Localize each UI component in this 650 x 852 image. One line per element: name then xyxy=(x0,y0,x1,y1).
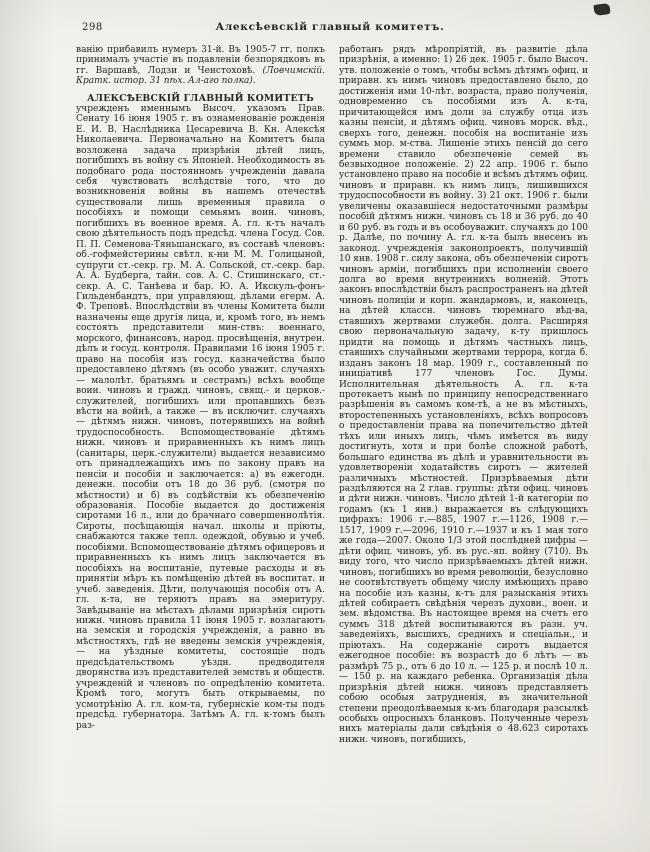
running-title: Алексѣевскій главный комитетъ. xyxy=(215,21,445,33)
text-columns xyxy=(76,45,588,847)
article-heading: АЛЕКСѢЕВСКІЙ ГЛАВНЫЙ КОМИТЕТЪ xyxy=(87,92,314,104)
binding-shadow xyxy=(0,0,55,852)
article-body-left: учрежденъ именнымъ Высоч. указомъ Прав. Сенату 16 іюня 1905 г. въ ознаменованіе рожденія Е. И. В. Наслѣдника Цесаревича В. Кн. Алексѣя Николаевича. Первоначально на Комитетъ была возложена задача призрѣнія дѣтей лицъ, погибшихъ въ войну съ Японіей. Необходимость въ подобнаго рода постоянномъ учрежденіи давала себя чувствовать вслѣдствіе того, что до возникновенія войны въ нашемъ отечествѣ существовали лишь временныя правила о пособіяхъ и помощи семьямъ воин. чиновъ, погибшихъ въ военное время. А. гл. к-тъ началъ свою дѣятельность подъ предсѣд. члена Госуд. Сов. П. П. Семенова-Тяньшанскаго, въ составѣ членовъ: об.-гофмейстерины свѣтл. к-ни М. М. Голицыной, супруги ст.-секр. гр. М. А. Сольской, ст.-секр. бар. А. А. Будберга, тайн. сов. А. С. Стишинскаго, ст.-секр. А. С. Танѣева и бар. Ю. А. Икскуль-фонъ-Гильденбандтъ, при управляющ. дѣлами егерм. А. Ф. Треповѣ. Впослѣдствіи въ члены Комитета были назначены еще другія лица, и, кромѣ того, въ немъ состоятъ представители мин-ствъ: военнаго, морского, финансовъ, народ. просвѣщенія, внутрен. дѣлъ и госуд. контроля. Правилами 16 іюня 1905 г. право на пособія изъ госуд. казначейства было предоставлено дѣтямъ (въ особо уважит. случаяхъ — малолѣт. братьямъ и сестрамъ) всѣхъ вообще воин. чиновъ и гражд. чиновъ, свящ.- и церков.-служителей, погибшихъ или пропавшихъ безъ вѣсти на войнѣ, а также — въ исключит. случаяхъ — дѣтямъ нижн. чиновъ, потерявшихъ на войнѣ трудоспособность. Вспомоществованіе дѣтямъ нижн. чиновъ и приравненныхъ къ нимъ лицъ (санитары, церк.-служители) выдается независимо отъ принадлежащихъ имъ по закону правъ на пенсіи и пособія и заключается: а) въ ежегодн. денежн. пособіи отъ 18 до 36 руб. (смотря по мѣстности) и б) въ содѣйствіи къ обезпеченію образованія. Пособіе выдается до достиженія сиротами 16 л., или до брачнаго совершеннолѣтія. Сироты, посѣщающія начал. школы и пріюты, снабжаются также тепл. одеждой, обувью и учеб. пособіями. Вспомоществованіе дѣтямъ офицеровъ и приравненныхъ къ нимъ лицъ заключается въ пособіяхъ на воспитаніе, путевые расходы и въ принятіи мѣръ къ помѣщенію дѣтей въ воспитат. и учеб. заведенія. Дѣти, получающія пособія отъ А. гл. к-та, не теряютъ правъ на эмеритуру. Завѣдываніе на мѣстахъ дѣлами призрѣнія сиротъ нижн. чиновъ правила 11 іюня 1905 г. возлагаютъ на земскія и городскія учрежденія, а равно въ мѣстностяхъ, гдѣ не введены земскія учрежденія, — на уѣздные комитеты, состоящіе подъ предсѣдательствомъ уѣздн. предводителя дворянства изъ представителей земствъ и обществ. учрежденій и членовъ по опредѣленію комитета. Кромѣ того, могутъ быть открываемы, по усмотрѣнію А. гл. ком-та, губернскіе ком-ты подъ предсѣд. губернатора. Затѣмъ А. гл. к-томъ былъ раз- xyxy=(76,103,325,731)
source-citation: (Ловчимскій. Кратк. истор. 31 пѣх. Ал-аго полка). xyxy=(76,65,325,87)
page-number: 298 xyxy=(82,22,103,33)
continuation-text: ванію прибавилъ нумеръ 31-й. Въ 1905-7 гг. полкъ принималъ участіе въ подавленіи безпорядковъ въ гг. Варшавѣ, Лодзи и Ченстоховѣ. xyxy=(76,45,325,76)
continuation-paragraph xyxy=(76,45,325,87)
article-body-right: работанъ рядъ мѣропріятій, въ развитіе дѣла призрѣнія, а именно: 1) 26 дек. 1905 г. было Высоч. утв. положеніе о томъ, чтобы всѣмъ дѣтямъ офиц. и приравн. къ нимъ чиновъ предоставлено было, до достиженія ими 10-лѣт. возраста, право полученія, одновременно съ пособіями изъ А. к-та, причитающейся имъ доли за службу отца изъ казны пенсіи, и дѣтямъ офиц. чиновъ морск. вѣд., сверхъ того, денежн. пособія на воспитаніе изъ суммъ мор. м-ства. Лишеніе этихъ пенсій до сего времени ставило обезпеченіе семей въ безвыходное положеніе. 2) 22 апр. 1906 г. было установлено право на пособіе и всѣмъ дѣтямъ офиц. чиновъ и приравн. къ нимъ лицъ, лишившихся трудоспособности въ войну. 3) 21 окт. 1906 г. были увеличены оказавшіеся недостаточными размѣры пособій дѣтямъ нижн. чиновъ съ 18 и 36 руб. до 40 и 60 руб. въ годъ и въ особоуважит. случаяхъ до 100 р. Далѣе, по почину А. гл. к-та былъ внесенъ въ законод. учрежденія законопроектъ, получившій 10 янв. 1908 г. силу закона, объ обезпеченіи сиротъ чиновъ арміи, погибшихъ при исполненіи своего долга во время внутреннихъ волненій. Этотъ законъ впослѣдствіи былъ распространенъ на дѣтей чиновъ полиціи и корп. жандармовъ, и, наконецъ, на дѣтей классн. чиновъ тюремнаго вѣд-ва, ставшихъ жертвами служебн. долга. Расширяя свою первоначальную задачу, к-ту пришлось придти на помощь и дѣтямъ частныхъ лицъ, ставшихъ случайными жертвами террора, когда б. изданъ законъ 18 мар. 1909 г., составленный по иниціативѣ 177 членовъ Гос. Думы. Исполнительная дѣятельность А. гл. к-та протекаетъ нынѣ по принципу непосредственнаго разрѣшенія въ самомъ ком-тѣ, а не въ мѣстныхъ, второстепенныхъ установленіяхъ, всѣхъ вопросовъ о предоставленіи права на попечительство дѣтей тѣхъ или иныхъ лицъ, чѣмъ имѣется въ виду достигнуть, хотя и при болѣе сложной работѣ, большаго единства въ дѣлѣ и уравнительности въ удовлетвореніи ходатайствъ сиротъ — жителей различныхъ мѣстностей. Призрѣваемыя дѣти раздѣляются на 2 глав. группы: дѣти офиц. чиновъ и дѣти нижн. чиновъ. Число дѣтей 1-й категоріи по годамъ (къ 1 янв.) выражается въ слѣдующихъ цифрахъ: 1906 г.—885, 1907 г.—1126, 1908 г.—1517, 1909 г.—2096, 1910 г.—1937 и къ 1 мая того же года—2007. Около 1/3 этой послѣдней цифры — дѣти офиц. чиновъ, уб. въ рус.-яп. войну (710). Въ виду того, что число призрѣваемыхъ дѣтей нижн. чиновъ, погибшихъ во время революціи, безусловно не соотвѣтствуетъ общему числу имѣющихъ право на пособіе изъ казны, к-тъ для разысканія этихъ дѣтей собираетъ свѣдѣнія черезъ духовн., воен. и зем. вѣдомства. Въ настоящее время на счетъ его суммъ 318 дѣтей воспитываются въ разн. уч. заведеніяхъ, высшихъ, среднихъ и спеціальн., и пріютахъ. На содержаніе сиротъ выдается ежегодное пособіе: въ возрастѣ до 6 лѣтъ — въ размѣрѣ 75 р., отъ 6 до 10 л. — 125 р. и послѣ 10 л. — 150 р. на каждаго ребенка. Организація дѣла призрѣнія дѣтей нижн. чиновъ представляетъ собою особыя затрудненія, въ значительной степени преодолѣваемыя к-мъ благодаря разсылкѣ особыхъ опросныхъ бланковъ. Полученные черезъ нихъ матеріалы дали свѣдѣнія о 48.623 сиротахъ нижн. чиновъ, погибшихъ, xyxy=(339,45,588,745)
right-column xyxy=(339,45,588,847)
page-header xyxy=(70,21,590,36)
scan-artifact-mark xyxy=(593,3,610,16)
left-column xyxy=(76,45,325,847)
